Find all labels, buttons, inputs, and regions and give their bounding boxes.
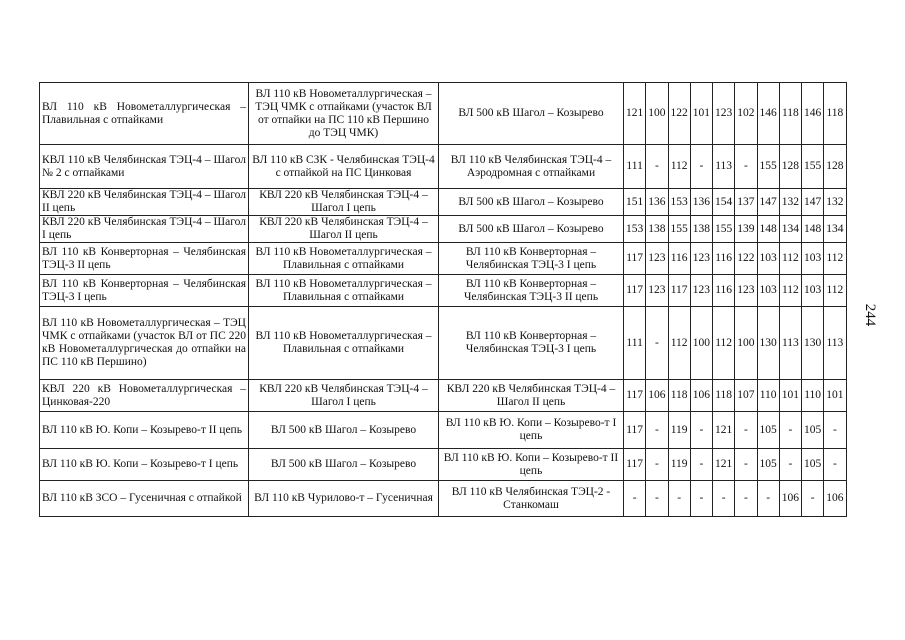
table-row: [40, 481, 847, 517]
outage-2-cell: ВЛ 110 кВ Конверторная – Челябинская ТЭЦ-3 I цепь: [439, 307, 624, 380]
value-cell: -: [646, 307, 668, 380]
value-cell: 118: [713, 380, 735, 412]
value-cell: 112: [824, 275, 846, 307]
value-cell: 112: [668, 307, 690, 380]
value-cell: 147: [757, 189, 779, 216]
outage-1-cell: КВЛ 220 кВ Челябинская ТЭЦ-4 – Шагол II цепь: [249, 216, 439, 243]
table-row: [40, 243, 847, 275]
value-cell: -: [824, 412, 846, 449]
page-number: 244: [862, 303, 878, 327]
outage-2-cell: ВЛ 500 кВ Шагол – Козырево: [439, 83, 624, 145]
value-cell: 110: [802, 380, 824, 412]
table-row: [40, 449, 847, 481]
value-cell: -: [735, 449, 757, 481]
value-cell: 132: [824, 189, 846, 216]
value-cell: -: [735, 412, 757, 449]
value-cell: 117: [624, 380, 646, 412]
line-name-cell: ВЛ 110 кВ Новометаллургическая – ТЭЦ ЧМК с отпайками (участок ВЛ от ПС 220 кВ Новометаллургическая до отпайки на ПС 110 кВ Першино): [40, 307, 249, 380]
value-cell: 134: [779, 216, 801, 243]
outage-1-cell: ВЛ 500 кВ Шагол – Козырево: [249, 412, 439, 449]
value-cell: 113: [779, 307, 801, 380]
value-cell: 101: [824, 380, 846, 412]
value-cell: -: [690, 481, 712, 517]
value-cell: 136: [690, 189, 712, 216]
value-cell: 113: [713, 145, 735, 189]
table-row: [40, 145, 847, 189]
value-cell: 110: [757, 380, 779, 412]
overload-table: [39, 82, 847, 517]
line-name-cell: КВЛ 220 кВ Новометаллургическая – Цинковая-220: [40, 380, 249, 412]
value-cell: -: [779, 412, 801, 449]
value-cell: 112: [668, 145, 690, 189]
line-name-cell: ВЛ 110 кВ Ю. Копи – Козырево-т I цепь: [40, 449, 249, 481]
value-cell: -: [779, 449, 801, 481]
value-cell: 148: [802, 216, 824, 243]
value-cell: 100: [690, 307, 712, 380]
outage-2-cell: ВЛ 500 кВ Шагол – Козырево: [439, 216, 624, 243]
value-cell: 122: [735, 243, 757, 275]
table-row: [40, 275, 847, 307]
value-cell: -: [624, 481, 646, 517]
value-cell: 119: [668, 449, 690, 481]
value-cell: -: [646, 145, 668, 189]
value-cell: 137: [735, 189, 757, 216]
outage-2-cell: ВЛ 110 кВ Ю. Копи – Козырево-т I цепь: [439, 412, 624, 449]
outage-2-cell: ВЛ 110 кВ Конверторная – Челябинская ТЭЦ-3 II цепь: [439, 275, 624, 307]
value-cell: 106: [646, 380, 668, 412]
value-cell: 136: [646, 189, 668, 216]
outage-1-cell: ВЛ 110 кВ Новометаллургическая – Плавильная с отпайками: [249, 243, 439, 275]
table-row: [40, 216, 847, 243]
table-row: [40, 380, 847, 412]
value-cell: 146: [757, 83, 779, 145]
value-cell: -: [757, 481, 779, 517]
value-cell: 105: [757, 449, 779, 481]
value-cell: 121: [624, 83, 646, 145]
value-cell: 107: [735, 380, 757, 412]
value-cell: 123: [690, 243, 712, 275]
value-cell: -: [802, 481, 824, 517]
value-cell: 121: [713, 412, 735, 449]
outage-1-cell: ВЛ 110 кВ Новометаллургическая – Плавильная с отпайками: [249, 275, 439, 307]
value-cell: 118: [824, 83, 846, 145]
line-name-cell: ВЛ 110 кВ ЗСО – Гусеничная с отпайкой: [40, 481, 249, 517]
value-cell: -: [668, 481, 690, 517]
table-row: [40, 189, 847, 216]
value-cell: 105: [802, 449, 824, 481]
value-cell: 153: [668, 189, 690, 216]
value-cell: 117: [624, 449, 646, 481]
value-cell: 117: [624, 412, 646, 449]
outage-1-cell: ВЛ 110 кВ Чурилово-т – Гусеничная: [249, 481, 439, 517]
outage-1-cell: ВЛ 110 кВ Новометаллургическая – Плавильная с отпайками: [249, 307, 439, 380]
value-cell: 112: [779, 243, 801, 275]
value-cell: 130: [757, 307, 779, 380]
outage-1-cell: КВЛ 220 кВ Челябинская ТЭЦ-4 – Шагол I цепь: [249, 189, 439, 216]
value-cell: 132: [779, 189, 801, 216]
value-cell: 139: [735, 216, 757, 243]
value-cell: 117: [624, 275, 646, 307]
value-cell: 148: [757, 216, 779, 243]
table-row: [40, 83, 847, 145]
line-name-cell: КВЛ 220 кВ Челябинская ТЭЦ-4 – Шагол I цепь: [40, 216, 249, 243]
value-cell: -: [690, 145, 712, 189]
value-cell: 121: [713, 449, 735, 481]
value-cell: 155: [713, 216, 735, 243]
value-cell: 123: [735, 275, 757, 307]
outage-1-cell: ВЛ 110 кВ СЗК - Челябинская ТЭЦ-4 с отпайкой на ПС Цинковая: [249, 145, 439, 189]
value-cell: 118: [668, 380, 690, 412]
value-cell: 128: [824, 145, 846, 189]
value-cell: 100: [735, 307, 757, 380]
value-cell: 101: [690, 83, 712, 145]
outage-2-cell: КВЛ 220 кВ Челябинская ТЭЦ-4 – Шагол II цепь: [439, 380, 624, 412]
outage-2-cell: ВЛ 110 кВ Ю. Копи – Козырево-т II цепь: [439, 449, 624, 481]
value-cell: 112: [824, 243, 846, 275]
value-cell: 105: [802, 412, 824, 449]
value-cell: -: [735, 145, 757, 189]
value-cell: 130: [802, 307, 824, 380]
value-cell: 111: [624, 307, 646, 380]
value-cell: -: [735, 481, 757, 517]
table-row: [40, 307, 847, 380]
value-cell: 116: [668, 243, 690, 275]
value-cell: 101: [779, 380, 801, 412]
line-name-cell: ВЛ 110 кВ Ю. Копи – Козырево-т II цепь: [40, 412, 249, 449]
value-cell: -: [646, 412, 668, 449]
value-cell: 103: [802, 275, 824, 307]
line-name-cell: КВЛ 110 кВ Челябинская ТЭЦ-4 – Шагол № 2 с отпайками: [40, 145, 249, 189]
value-cell: 103: [757, 275, 779, 307]
outage-1-cell: КВЛ 220 кВ Челябинская ТЭЦ-4 – Шагол I цепь: [249, 380, 439, 412]
value-cell: 123: [646, 275, 668, 307]
value-cell: -: [713, 481, 735, 517]
value-cell: 117: [668, 275, 690, 307]
value-cell: -: [646, 449, 668, 481]
value-cell: -: [690, 449, 712, 481]
value-cell: 105: [757, 412, 779, 449]
value-cell: 106: [690, 380, 712, 412]
value-cell: 155: [802, 145, 824, 189]
value-cell: 153: [624, 216, 646, 243]
line-name-cell: ВЛ 110 кВ Новометаллургическая – Плавильная с отпайками: [40, 83, 249, 145]
value-cell: 106: [824, 481, 846, 517]
value-cell: 113: [824, 307, 846, 380]
value-cell: 123: [713, 83, 735, 145]
value-cell: 111: [624, 145, 646, 189]
value-cell: 122: [668, 83, 690, 145]
value-cell: 138: [690, 216, 712, 243]
value-cell: 123: [690, 275, 712, 307]
value-cell: 117: [624, 243, 646, 275]
value-cell: 147: [802, 189, 824, 216]
value-cell: 116: [713, 275, 735, 307]
table-row: [40, 412, 847, 449]
line-name-cell: ВЛ 110 кВ Конверторная – Челябинская ТЭЦ-3 II цепь: [40, 243, 249, 275]
value-cell: 103: [802, 243, 824, 275]
value-cell: 106: [779, 481, 801, 517]
value-cell: 116: [713, 243, 735, 275]
value-cell: -: [824, 449, 846, 481]
value-cell: -: [690, 412, 712, 449]
line-name-cell: КВЛ 220 кВ Челябинская ТЭЦ-4 – Шагол II цепь: [40, 189, 249, 216]
outage-2-cell: ВЛ 110 кВ Челябинская ТЭЦ-4 – Аэродромная с отпайками: [439, 145, 624, 189]
outage-1-cell: ВЛ 110 кВ Новометаллургическая – ТЭЦ ЧМК с отпайками (участок ВЛ от отпайки на ПС 110 кВ Першино до ТЭЦ ЧМК): [249, 83, 439, 145]
outage-2-cell: ВЛ 500 кВ Шагол – Козырево: [439, 189, 624, 216]
value-cell: 100: [646, 83, 668, 145]
value-cell: 138: [646, 216, 668, 243]
value-cell: 103: [757, 243, 779, 275]
value-cell: 155: [757, 145, 779, 189]
value-cell: 102: [735, 83, 757, 145]
value-cell: 155: [668, 216, 690, 243]
outage-1-cell: ВЛ 500 кВ Шагол – Козырево: [249, 449, 439, 481]
value-cell: 128: [779, 145, 801, 189]
value-cell: -: [646, 481, 668, 517]
value-cell: 123: [646, 243, 668, 275]
value-cell: 151: [624, 189, 646, 216]
value-cell: 118: [779, 83, 801, 145]
value-cell: 134: [824, 216, 846, 243]
outage-2-cell: ВЛ 110 кВ Челябинская ТЭЦ-2 - Станкомаш: [439, 481, 624, 517]
value-cell: 154: [713, 189, 735, 216]
value-cell: 112: [779, 275, 801, 307]
value-cell: 119: [668, 412, 690, 449]
value-cell: 112: [713, 307, 735, 380]
line-name-cell: ВЛ 110 кВ Конверторная – Челябинская ТЭЦ-3 I цепь: [40, 275, 249, 307]
outage-2-cell: ВЛ 110 кВ Конверторная – Челябинская ТЭЦ-3 I цепь: [439, 243, 624, 275]
value-cell: 146: [802, 83, 824, 145]
